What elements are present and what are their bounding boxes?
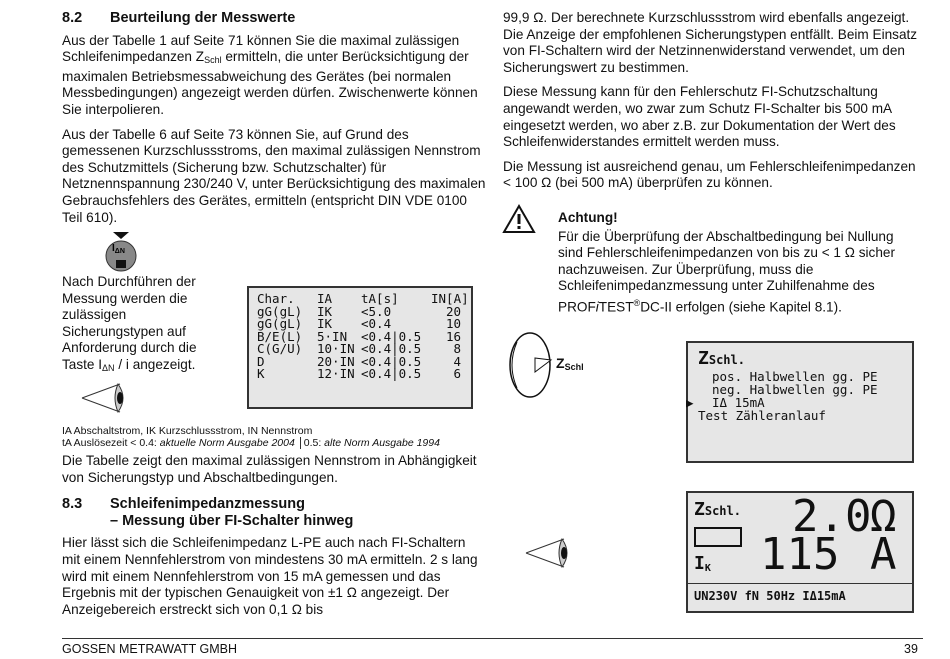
switch-position-label: $Z_{Schl}$ — [556, 355, 584, 372]
waveform-icon — [694, 527, 742, 547]
paragraph: Aus der Tabelle 6 auf Seite 73 können Sie, auf Grund des gemessenen Kurzschlussstroms, den maximal zulässigen Nennstrom des Schutzmittels (Sicherung bzw. Schutzschalter) für Netznennspannung 230/240 V, unter Berücksichtigung des maximalen Gebrauchsfehlers des Gerätes, ermitteln (entspricht DIN VDE 0100 Teil 610). — [62, 126, 486, 225]
table-row: B/E(L) 5·IN <0.4|0.5 16 — [257, 328, 461, 344]
page-number: 39 — [904, 642, 918, 656]
footer-company: GOSSEN METRAWATT GMBH — [62, 642, 238, 656]
paragraph: Aus der Tabelle 1 auf Seite 71 können Sie die maximal zulässigen Schleifenimpedanzen $Z_{Schl}$ ermitteln, die unter Berücksichtigung der maximalen Betriebsmessabweichung des Gerätes (bei normalen Messbedingungen) angezeigt werden dürfen. Zwischenwerte können Sie interpolieren. — [62, 32, 478, 117]
warning-box — [558, 210, 920, 316]
arrow-right-icon: ▶ — [686, 395, 694, 410]
ik-label: $I_K$ — [694, 553, 711, 574]
menu-item: neg. Halbwellen gg. PE — [712, 382, 878, 397]
menu-item-selected: ▶ IΔ 15mA — [686, 395, 765, 410]
warning-text: Für die Überprüfung der Abschaltbedingung bei Nullung sind Fehlerschleifenimpedanzen von bis zu < 1 Ω sicher nachzuweisen. Zur Überprüfung, muss die Schleifenimpedanzmessung unter Zuhilfenahme des PROFiTEST®DC-II erfolgen (siehe Kapitel 8.1). — [558, 228, 895, 315]
ik-unit: A — [870, 529, 897, 580]
table-header: Char. IA tA[s] IN[A] — [257, 291, 469, 306]
paragraph: Hier lässt sich die Schleifenimpedanz L-PE auch nach FI-Schaltern mit einem Nennfehlerstrom von mindestens 30 mA ermitteln. 2 s lang wird mit einem Nennfehlerstrom von 15 mA gemessen und das Ergebnis mit der typischen Genauigkeit von ±1 Ω angezeigt. Der Anzeigebereich erstreckt sich von 0,1 Ω bis — [62, 535, 478, 617]
paragraph: Diese Messung kann für den Fehlerschutz FI-Schutzschaltung angewandt werden, wo zwar zum Schutz FI-Schalter bis 500 mA eingesetzt werden, wo aber z.B. zur Dokumentation der Wert des Schleifenwiderstandes ermittelt werden muss. — [503, 84, 896, 150]
right-column — [503, 10, 921, 200]
warning-title: Achtung! — [558, 210, 618, 225]
paragraph: Nach Durchführen der Messung werden die zulässigen Sicherungstypen auf Anforderung durch die Taste $I_{\Delta N}$ / i angezeigt. — [62, 274, 197, 373]
display-title: ZSchl. — [698, 348, 745, 369]
menu-item: pos. Halbwellen gg. PE — [712, 369, 878, 384]
footer-rule — [62, 638, 923, 639]
table-row: K 12·IN <0.4|0.5 6 — [257, 366, 461, 381]
paragraph: 99,9 Ω. Der berechnete Kurzschlussstrom wird ebenfalls angezeigt. Die Anzeige der empfohlenen Sicherungstypen entfällt. Beim Einsatz von FI-Schaltern wird der Netzinnenwiderstand verwendet, um den Sicherungswert zu bestimmen. — [503, 10, 918, 75]
menu-display — [686, 341, 914, 463]
z-value: 2.0 — [792, 491, 872, 542]
section-heading-8-2: 8.2 Beurteilung der Messwerte — [62, 10, 296, 26]
table-row: D 20·IN <0.4|0.5 4 — [257, 353, 461, 369]
paragraph: Die Tabelle zeigt den maximal zulässigen Nennstrom in Abhängigkeit von Sicherungstyp und Abschaltbedingungen. — [62, 453, 477, 485]
fuse-type-display — [247, 286, 473, 409]
ik-value: 115 — [760, 529, 840, 580]
menu-item: Test Zähleranlauf — [698, 408, 826, 423]
warning-triangle-icon — [502, 204, 536, 239]
table-row: gG(gL) IK <0.4 10 — [257, 316, 461, 331]
table-row: C(G/U) 10·IN <0.4|0.5 8 — [257, 341, 461, 356]
z-unit: Ω — [870, 491, 897, 542]
z-label: ZSchl. — [694, 499, 741, 520]
status-line: UN230V fN 50Hz IΔ15mA — [694, 589, 846, 603]
table-row: gG(gL) IK <5.0 20 — [257, 303, 461, 319]
rotary-switch-icon — [505, 330, 555, 405]
section-heading-8-3: 8.3 Schleifenimpedanzmessung – Messung über FI-Schalter hinweg — [62, 496, 354, 529]
result-display — [686, 491, 914, 613]
left-column — [62, 10, 486, 234]
legend-note: tA Auslösezeit < 0.4: aktuelle Norm Ausgabe 2004 0.5: alte Norm Ausgabe 1994 — [62, 437, 440, 449]
key-idn-icon: $I_{\Delta N}$ — [104, 232, 138, 272]
left-column-lower — [62, 453, 486, 626]
eye-icon — [524, 535, 574, 576]
paragraph: Die Messung ist ausreichend genau, um Fehlerschleifenimpedanzen < 100 Ω (bei 500 mA) überprüfen zu können. — [503, 158, 916, 191]
eye-icon — [80, 380, 130, 421]
legend-note: IA Abschaltstrom, IK Kurzschlussstrom, IN Nennstrom — [62, 425, 313, 437]
